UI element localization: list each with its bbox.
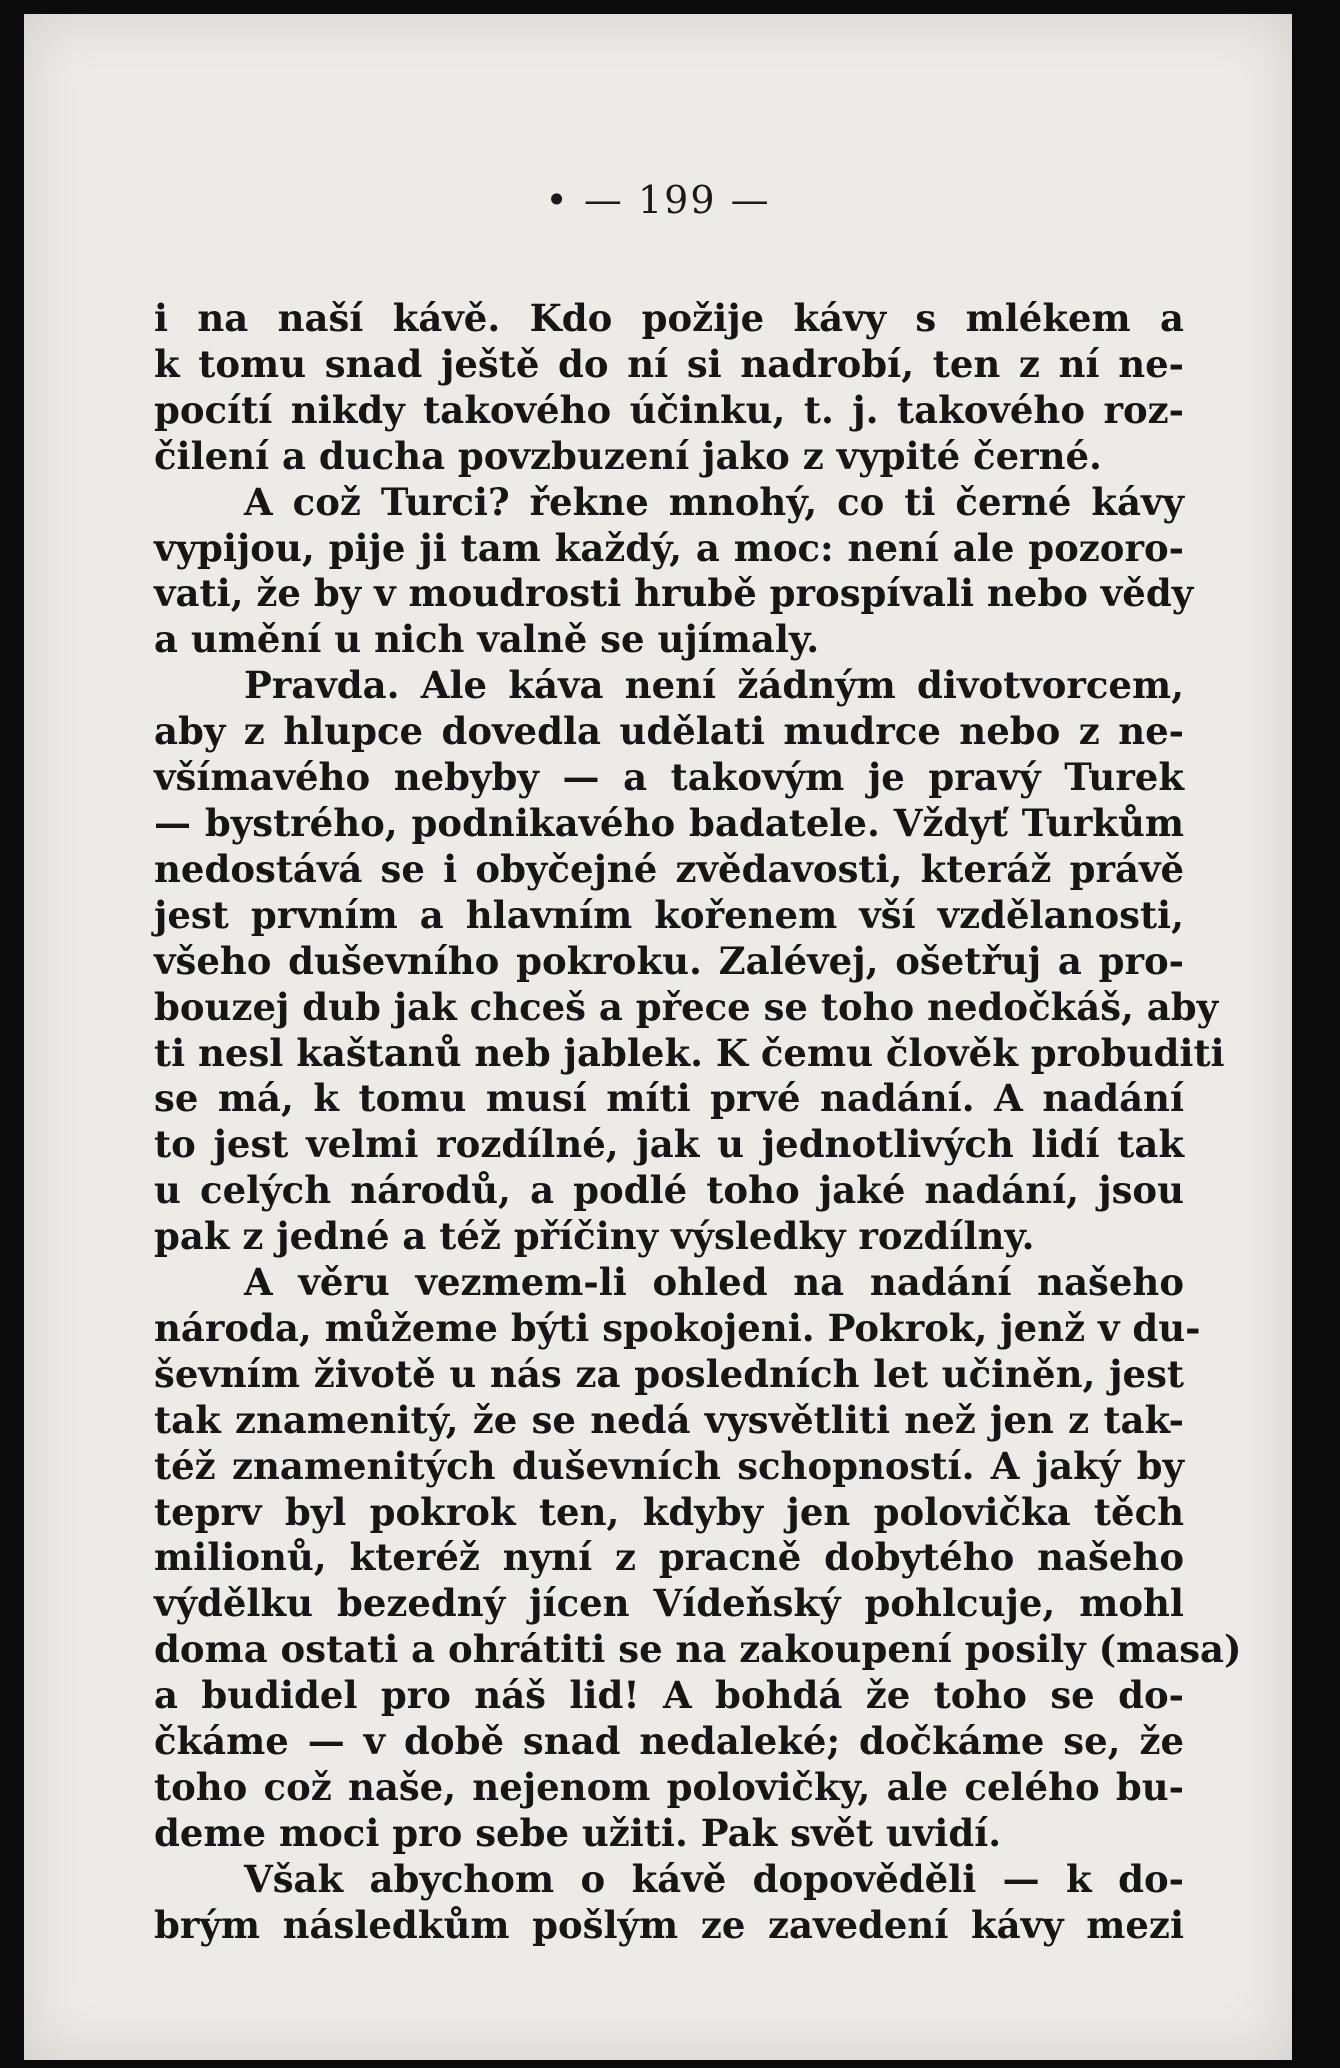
text-line: všímavého nebyby — a takovým je pravý Turek — [154, 755, 1184, 800]
text-line: to jest velmi rozdílné, jak u jednotlivých lidí tak — [154, 1122, 1184, 1167]
text-line: toho což naše, nejenom polovičky, ale celého bu- — [154, 1765, 1184, 1809]
page-number: • — 199 — — [545, 178, 771, 222]
text-line: doma ostati a ohrátiti se na zakoupení posily (masa) — [154, 1627, 1242, 1672]
text-line: čilení a ducha povzbuzení jako z vypité černé. — [154, 433, 1102, 478]
text-line: vypijou, pije ji tam každý, a moc: není ale pozoro- — [154, 525, 1184, 570]
text-line: též znamenitých duševních schopností. A jaký by — [154, 1443, 1184, 1488]
text-line: čkáme — v době snad nedaleké; dočkáme se, že — [154, 1719, 1184, 1764]
text-line: pak z jedné a též příčiny výsledky rozdílny. — [154, 1214, 1035, 1259]
text-line: pocítí nikdy takového účinku, t. j. takového roz- — [154, 387, 1184, 432]
text-line: nedostává se i obyčejné zvědavosti, kteráž právě — [154, 846, 1184, 891]
text-line: tak znamenitý, že se nedá vysvětliti než jen z tak- — [154, 1397, 1184, 1442]
text-line: k tomu snad ještě do ní si nadrobí, ten z ní ne- — [154, 341, 1184, 386]
book-page — [24, 14, 1292, 2060]
text-line: aby z hlupce dovedla udělati mudrce nebo z ne- — [154, 709, 1184, 754]
text-line: a budidel pro náš lid! A bohdá že toho se do- — [154, 1673, 1184, 1718]
text-line: všeho duševního pokroku. Zalévej, ošetřuj a pro- — [154, 938, 1184, 983]
text-line: Pravda. Ale káva není žádným divotvorcem, — [244, 663, 1184, 708]
text-line: národa, můžeme býti spokojeni. Pokrok, jenž v du- — [154, 1305, 1201, 1350]
text-line: a umění u nich valně se ujímaly. — [154, 617, 820, 662]
text-line: — bystrého, podnikavého badatele. Vždyť Turkům — [154, 800, 1184, 845]
text-line: Však abychom o kávě dopověděli — k do- — [244, 1856, 1184, 1901]
text-line: ti nesl kaštanů neb jablek. K čemu člověk probuditi — [154, 1030, 1225, 1075]
text-line: ševním životě u nás za posledních let učiněn, jest — [154, 1351, 1184, 1396]
text-line: deme moci pro sebe užiti. Pak svět uvidí. — [154, 1810, 1002, 1855]
text-line: teprv byl pokrok ten, kdyby jen polovička těch — [154, 1489, 1184, 1534]
text-line: u celých národů, a podlé toho jaké nadání, jsou — [154, 1168, 1184, 1213]
text-line: jest prvním a hlavním kořenem vší vzdělanosti, — [154, 892, 1184, 937]
text-line: A což Turci? řekne mnohý, co ti černé kávy — [244, 479, 1184, 524]
text-line: brým následkům pošlým ze zavedení kávy mezi — [154, 1902, 1184, 1947]
text-line: vati, že by v moudrosti hrubě prospívali nebo vědy — [154, 571, 1194, 616]
text-line: bouzej dub jak chceš a přece se toho nedočkáš, aby — [154, 984, 1219, 1029]
text-line: výdělku bezedný jícen Vídeňský pohlcuje, mohl — [154, 1581, 1184, 1626]
text-line: A věru vezmem-li ohled na nadání našeho — [244, 1260, 1184, 1305]
body-text — [154, 296, 1242, 1949]
text-line: se má, k tomu musí míti prvé nadání. A nadání — [154, 1076, 1184, 1121]
text-line: milionů, kteréž nyní z pracně dobytého našeho — [154, 1535, 1184, 1580]
text-line: i na naší kávě. Kdo požije kávy s mlékem a — [154, 296, 1184, 340]
